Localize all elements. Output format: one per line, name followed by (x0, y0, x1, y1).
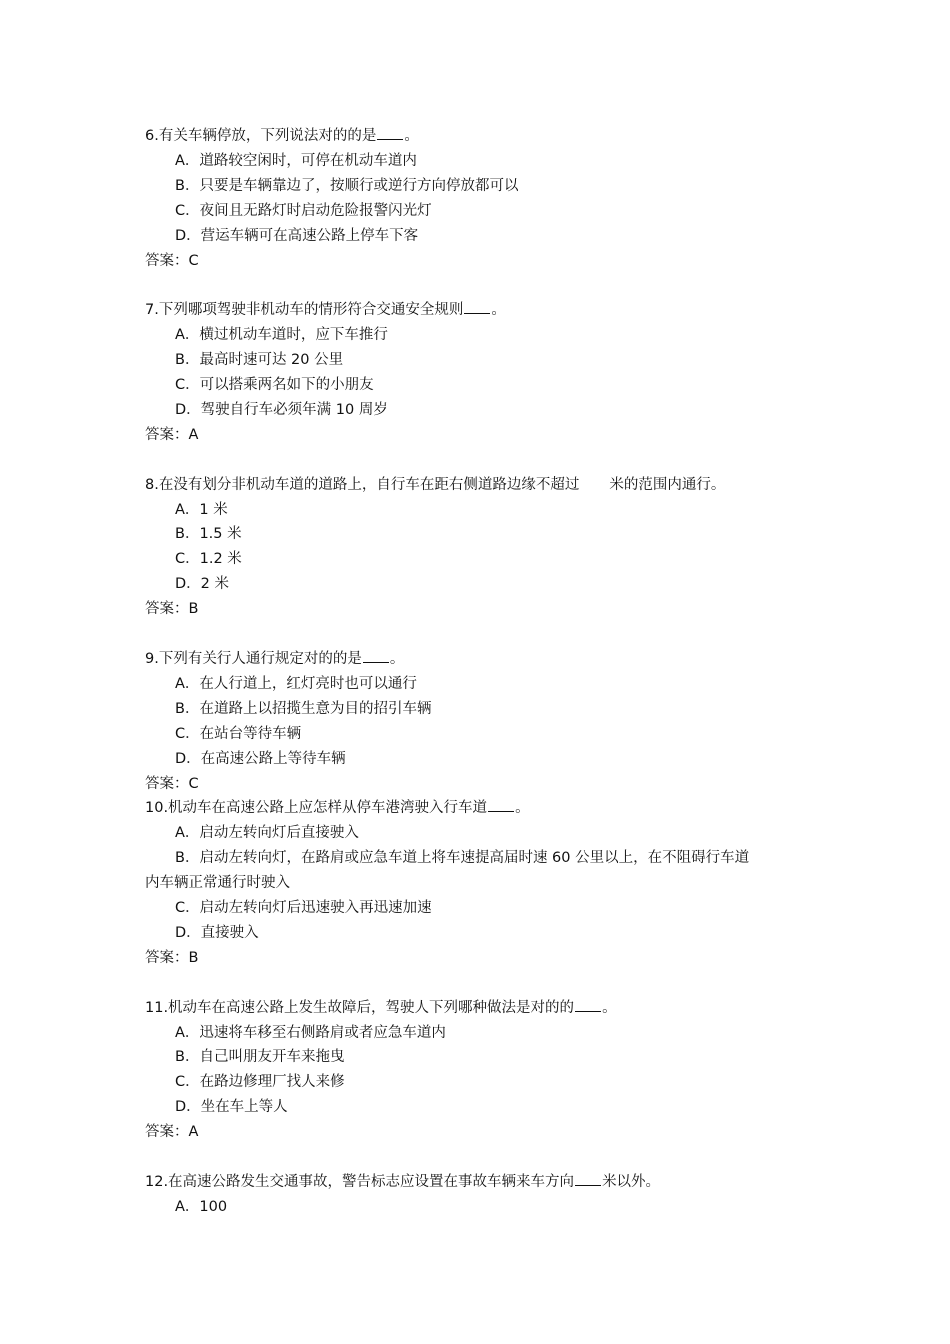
question-9-option-c: C．在站台等待车辆 (175, 725, 302, 742)
question-7-option-b: B．最高时速可达 20 公里 (175, 352, 344, 369)
question-7-stem (145, 298, 835, 323)
question-11-stem (145, 996, 835, 1021)
question-6-option-d: D．营运车辆可在高速公路上停车下客 (175, 227, 419, 244)
question-9-answer: 答案：C (145, 775, 199, 792)
question-7-option-d: D．驾驶自行车必须年满 10 周岁 (175, 401, 388, 418)
question-7-option-a: A．横过机动车道时，应下车推行 (175, 327, 388, 344)
question-list (145, 124, 835, 1220)
question-10-option-a: A．启动左转向灯后直接驶入 (175, 825, 359, 842)
question-11-option-b: B．自己叫朋友开车来拖曳 (175, 1049, 345, 1066)
answer-blank (575, 998, 601, 1012)
question-9-end: 。 (389, 650, 405, 667)
answer-blank (377, 126, 403, 140)
question-6-option-a: A．道路较空闲时，可停在机动车道内 (175, 152, 417, 169)
question-11-option-d: D．坐在车上等人 (175, 1099, 288, 1116)
question-9-stem (145, 647, 835, 672)
question-10-option-b: B．启动左转向灯，在路肩或应急车道上将车速提高届时速 60 公里以上，在不阻碍行车道 (175, 850, 750, 867)
spacer (145, 448, 835, 473)
question-12-text: 12.在高速公路发生交通事故，警告标志应设置在事故车辆来车方向 (145, 1173, 575, 1190)
question-9-option-b: B．在道路上以招揽生意为目的招引车辆 (175, 700, 432, 717)
spacer (145, 971, 835, 996)
question-10-answer: 答案：B (145, 949, 199, 966)
question-7-text: 7.下列哪项驾驶非机动车的情形符合交通安全规则 (145, 302, 464, 319)
question-8-answer: 答案：B (145, 601, 199, 618)
question-10-option-d: D．直接驶入 (175, 924, 259, 941)
question-8-end: 米的范围内通行。 (609, 476, 726, 493)
question-10-end: 。 (515, 800, 530, 817)
question-7-answer: 答案：A (145, 426, 199, 443)
question-6-text: 6.有关车辆停放，下列说法对的的是 (145, 128, 377, 144)
question-10-stem (145, 796, 835, 821)
question-8-option-d: D．2 米 (175, 576, 229, 593)
question-11-text: 11.机动车在高速公路上发生故障后，驾驶人下列哪种做法是对的的 (145, 999, 575, 1016)
question-8-text: 8.在没有划分非机动车道的道路上，自行车在距右侧道路边缘不超过 (145, 476, 580, 493)
question-12-stem (145, 1170, 835, 1195)
question-10-text: 10.机动车在高速公路上应怎样从停车港湾驶入行车道 (145, 800, 488, 817)
question-10-option-c: C．启动左转向灯后迅速驶入再迅速加速 (175, 900, 432, 917)
question-8-stem (145, 473, 835, 498)
question-6-option-c: C．夜间且无路灯时启动危险报警闪光灯 (175, 202, 432, 219)
question-8-option-b: B．1.5 米 (175, 526, 242, 543)
question-9-text: 9.下列有关行人通行规定对的的是 (145, 650, 362, 667)
answer-blank (464, 300, 490, 314)
spacer (145, 273, 835, 298)
spacer (145, 1145, 835, 1170)
question-12-end: 米以外。 (602, 1173, 661, 1190)
question-8-option-c: C．1.2 米 (175, 551, 242, 568)
question-10-option-b-continued: 内车辆正常通行时驶入 (145, 875, 290, 892)
answer-blank (575, 1172, 601, 1186)
spacer (145, 622, 835, 647)
question-7-option-c: C．可以搭乘两名如下的小朋友 (175, 377, 374, 394)
question-11-option-a: A．迅速将车移至右侧路肩或者应急车道内 (175, 1024, 446, 1041)
question-6-option-b: B．只要是车辆靠边了，按顺行或逆行方向停放都可以 (175, 177, 519, 194)
question-11-answer: 答案：A (145, 1124, 199, 1141)
question-7-end: 。 (491, 302, 506, 319)
question-11-end: 。 (602, 999, 617, 1016)
answer-blank (488, 798, 514, 812)
question-9-option-a: A．在人行道上，红灯亮时也可以通行 (175, 675, 417, 692)
question-6-answer: 答案：C (145, 252, 199, 269)
question-12-option-a: A．100 (175, 1198, 228, 1215)
question-11-option-c: C．在路边修理厂找人来修 (175, 1074, 345, 1091)
question-8-option-a: A．1 米 (175, 501, 228, 518)
question-6-stem (145, 124, 835, 149)
question-9-option-d: D．在高速公路上等待车辆 (175, 750, 346, 767)
answer-blank (363, 649, 389, 663)
question-6-end: 。 (404, 128, 419, 144)
